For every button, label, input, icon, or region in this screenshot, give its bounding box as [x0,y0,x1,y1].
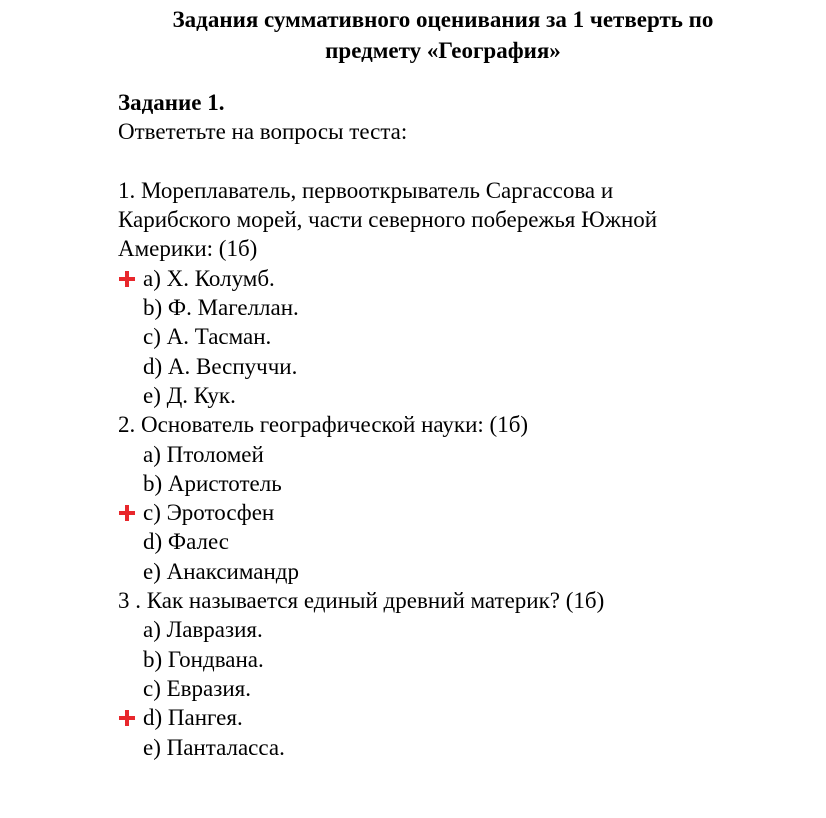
answer-option-correct [118,703,818,732]
question-2 [118,410,818,586]
answer-option [118,674,818,703]
option-label: e) Анаксимандр [143,558,299,584]
option-label: c) Эротосфен [143,500,275,526]
option-label: a) Птоломей [143,441,264,467]
option-label: d) Пангея. [143,705,243,731]
answer-option [118,293,818,322]
question-3 [118,586,818,762]
question-1-line-3: Америки: (1б) [118,236,258,262]
question-1-line-2: Карибского морей, части северного побережья Южной [118,207,658,233]
option-label: b) Гондвана. [143,646,264,672]
question-2-line-1: 2. Основатель географической науки: (1б) [118,412,529,438]
question-2-options [118,440,818,586]
answer-option [118,322,818,351]
document-title [60,4,826,66]
option-label: d) Фалес [143,529,229,555]
option-label: c) Евразия. [143,675,251,701]
answer-option [118,733,818,762]
answer-option [118,352,818,381]
answer-option [118,381,818,410]
title-line-1: Задания суммативного оценивания за 1 четверть по [172,7,714,32]
option-label: e) Панталасса. [143,734,285,760]
task-heading: Задание 1. [118,90,225,115]
instruction-text: Ответетьте на вопросы теста: [118,119,408,145]
red-plus-icon [119,271,135,287]
answer-option-correct [118,498,818,527]
document-body [118,88,818,762]
option-label: b) Ф. Магеллан. [143,295,299,321]
option-label: c) А. Тасман. [143,324,272,350]
answer-option-correct [118,264,818,293]
blank-line [118,147,818,176]
option-label: e) Д. Кук. [143,382,236,408]
question-1-options [118,264,818,410]
option-label: d) А. Веспуччи. [143,353,298,379]
answer-option [118,440,818,469]
answer-option [118,469,818,498]
title-line-2: предмету «География» [325,38,561,63]
answer-option [118,527,818,556]
option-label: a) Х. Колумб. [143,265,275,291]
question-3-line-1: 3 . Как называется единый древний материк? (1б) [118,588,605,614]
answer-option [118,615,818,644]
answer-option [118,645,818,674]
option-label: a) Лавразия. [143,617,263,643]
red-plus-icon [119,505,135,521]
red-plus-icon [119,710,135,726]
answer-option [118,557,818,586]
question-3-options [118,615,818,761]
question-1-line-1: 1. Мореплаватель, первооткрыватель Саргассова и [118,177,614,203]
question-1 [118,176,818,410]
option-label: b) Аристотель [143,470,282,496]
